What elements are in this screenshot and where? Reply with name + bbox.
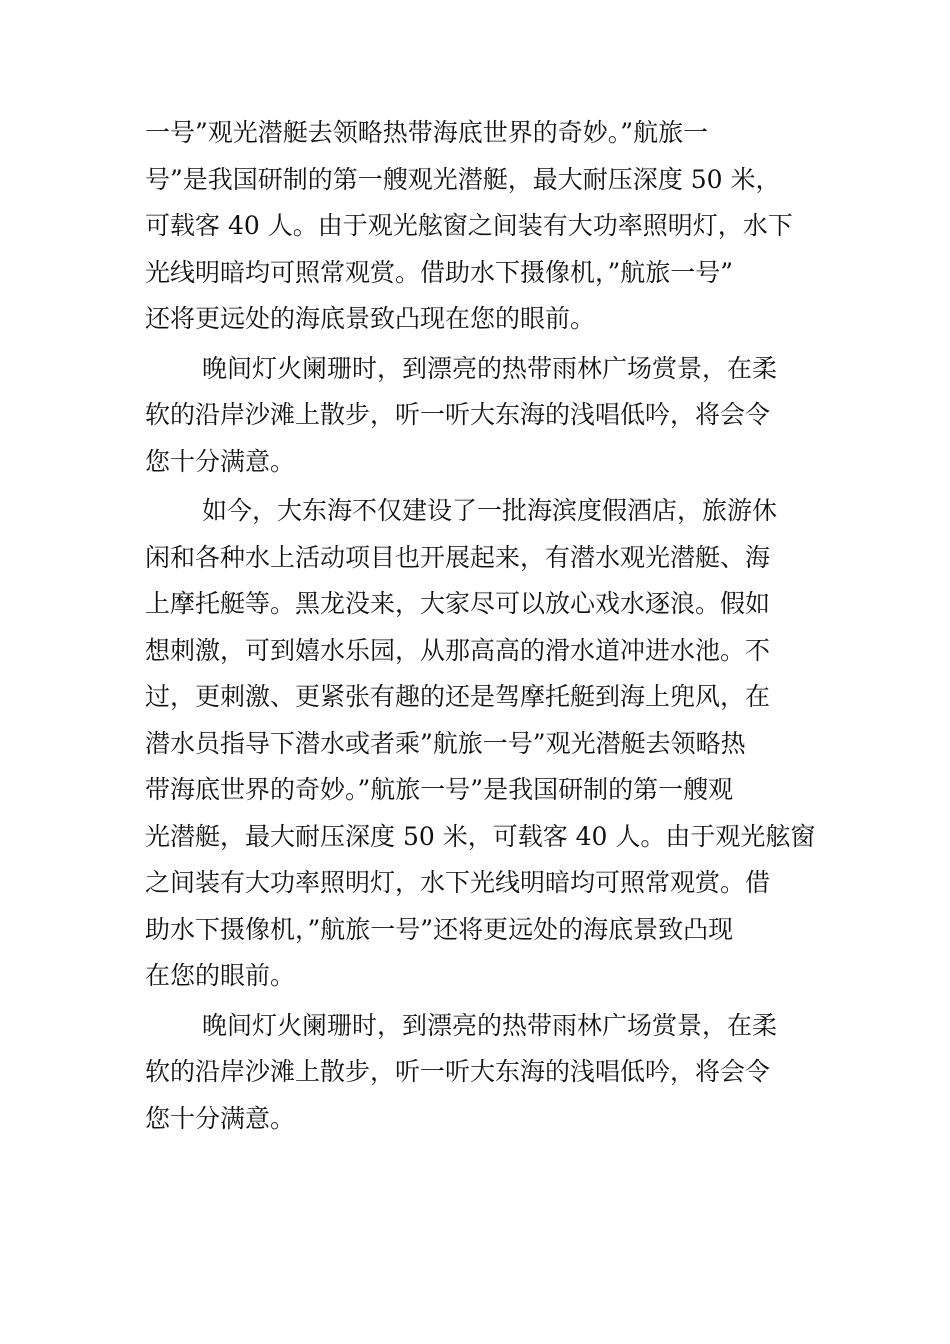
text-line: 光潜艇，最大耐压深度 50 米，可载客 40 人。由于观光舷窗 bbox=[145, 821, 816, 851]
text-line: 潜水员指导下潜水或者乘”航旅一号”观光潜艇去领略热 bbox=[145, 728, 746, 758]
text-line: 想刺激，可到嬉水乐园，从那高高的滑水道冲进水池。不 bbox=[145, 635, 771, 665]
text-line: 过，更刺激、更紧张有趣的还是驾摩托艇到海上兜风，在 bbox=[145, 682, 771, 711]
text-line: 您十分满意。 bbox=[145, 1103, 296, 1133]
text-line: 在您的眼前。 bbox=[145, 961, 296, 990]
text-line: 助水下摄像机，”航旅一号”还将更远处的海底景致凸现 bbox=[145, 914, 734, 944]
text-line: 晚间灯火阑珊时，到漂亮的热带雨林广场赏景，在柔 bbox=[202, 1010, 778, 1040]
text-line: 如今，大东海不仅建设了一批海滨度假酒店，旅游休 bbox=[202, 496, 778, 525]
text-line: 可载客 40 人。由于观光舷窗之间装有大功率照明灯，水下 bbox=[145, 211, 793, 240]
text-line: 还将更远处的海底景致凸现在您的眼前。 bbox=[145, 304, 596, 333]
text-line: 之间装有大功率照明灯，水下光线明暗均可照常观赏。借 bbox=[145, 868, 771, 897]
paragraph-3 bbox=[145, 488, 816, 1000]
text-line: 光线明暗均可照常观赏。借助水下摄像机，”航旅一号” bbox=[145, 257, 734, 287]
text-line: 闲和各种水上活动项目也开展起来，有潜水观光潜艇、海 bbox=[145, 542, 771, 572]
text-line: 晚间灯火阑珊时，到漂亮的热带雨林广场赏景，在柔 bbox=[202, 353, 778, 383]
document-body bbox=[145, 110, 816, 1142]
text-line: 带海底世界的奇妙。”航旅一号”是我国研制的第一艘观 bbox=[145, 775, 734, 804]
text-line: 一号”观光潜艇去领略热带海底世界的奇妙。”航旅一 bbox=[145, 118, 709, 147]
text-line: 号”是我国研制的第一艘观光潜艇，最大耐压深度 50 米， bbox=[145, 164, 781, 194]
text-line: 您十分满意。 bbox=[145, 446, 296, 476]
text-line: 软的沿岸沙滩上散步，听一听大东海的浅唱低吟，将会令 bbox=[145, 1057, 771, 1086]
text-line: 软的沿岸沙滩上散步，听一听大东海的浅唱低吟，将会令 bbox=[145, 400, 771, 429]
paragraph-1 bbox=[145, 110, 810, 343]
paragraph-2 bbox=[145, 346, 810, 486]
paragraph-4 bbox=[145, 1003, 810, 1143]
text-line: 上摩托艇等。黑龙没来，大家尽可以放心戏水逐浪。假如 bbox=[145, 589, 771, 618]
